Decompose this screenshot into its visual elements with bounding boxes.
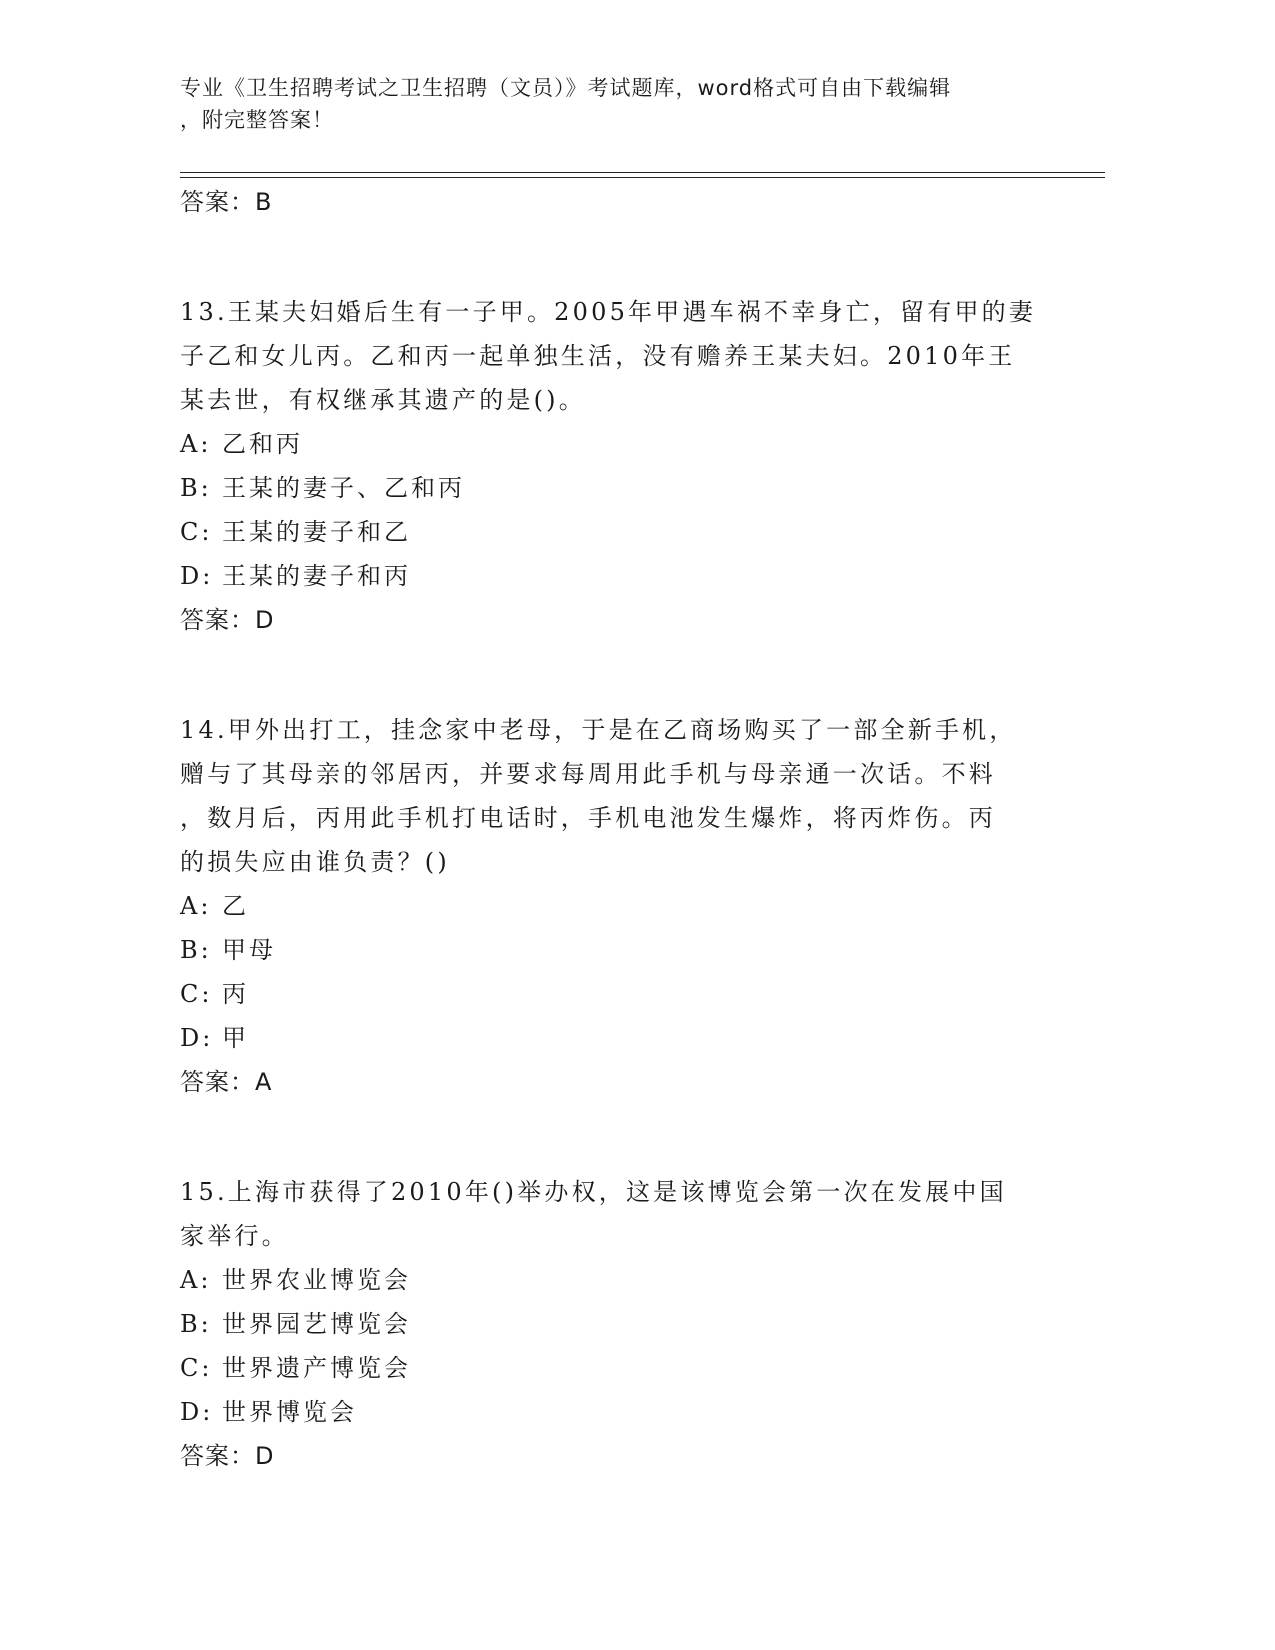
header-line-1: 专业《卫生招聘考试之卫生招聘（文员）》考试题库，word格式可自由下载编辑: [180, 76, 952, 100]
option-key: A:: [180, 430, 212, 458]
question-15-option-b: [180, 1302, 1060, 1346]
header-line-2: ，附完整答案！: [180, 108, 334, 132]
document-header: [180, 72, 1040, 136]
option-text: 乙和丙: [222, 430, 303, 458]
header-rule-bottom: [180, 177, 1105, 178]
question-13-line-2: 子乙和女儿丙。乙和丙一起单独生活，没有赡养王某夫妇。2010年王: [180, 342, 1016, 370]
question-15-option-a: [180, 1258, 1060, 1302]
question-14: [180, 708, 1060, 1104]
option-key: C:: [180, 980, 213, 1008]
option-text: 世界园艺博览会: [222, 1310, 411, 1338]
question-15: [180, 1170, 1060, 1478]
spacer: [180, 642, 1060, 708]
option-key: C:: [180, 518, 213, 546]
question-13-line-3: 某去世，有权继承其遗产的是()。: [180, 386, 586, 414]
question-list: [180, 180, 1060, 1478]
option-text: 乙: [222, 892, 249, 920]
question-15-answer: 答案：D: [180, 1442, 275, 1470]
question-13-option-a: [180, 422, 1060, 466]
question-15-option-c: [180, 1346, 1060, 1390]
question-15-line-1: 15.上海市获得了2010年()举办权，这是该博览会第一次在发展中国: [180, 1178, 1007, 1206]
question-13-option-b: [180, 466, 1060, 510]
question-13: [180, 290, 1060, 642]
option-key: A:: [180, 892, 212, 920]
option-text: 王某的妻子和丙: [222, 562, 411, 590]
header-rule-top: [180, 172, 1105, 173]
spacer: [180, 1104, 1060, 1170]
option-key: B:: [180, 1310, 212, 1338]
question-14-option-d: [180, 1016, 1060, 1060]
question-15-option-d: [180, 1390, 1060, 1434]
question-14-option-b: [180, 928, 1060, 972]
option-key: D:: [180, 1024, 214, 1052]
question-14-line-2: 赠与了其母亲的邻居丙，并要求每周用此手机与母亲通一次话。不料: [180, 760, 996, 788]
question-13-option-c: [180, 510, 1060, 554]
question-14-line-1: 14.甲外出打工，挂念家中老母，于是在乙商场购买了一部全新手机，: [180, 716, 1017, 744]
question-14-option-a: [180, 884, 1060, 928]
option-text: 世界博览会: [222, 1398, 357, 1426]
question-15-line-2: 家举行。: [180, 1222, 289, 1250]
question-14-line-3: ，数月后，丙用此手机打电话时，手机电池发生爆炸，将丙炸伤。丙: [180, 804, 996, 832]
question-14-option-c: [180, 972, 1060, 1016]
question-13-line-1: 13.王某夫妇婚后生有一子甲。2005年甲遇车祸不幸身亡，留有甲的妻: [180, 298, 1037, 326]
spacer: [180, 224, 1060, 290]
option-key: B:: [180, 474, 212, 502]
option-text: 王某的妻子、乙和丙: [222, 474, 465, 502]
option-key: D:: [180, 562, 214, 590]
option-key: D:: [180, 1398, 214, 1426]
option-key: B:: [180, 936, 212, 964]
option-key: C:: [180, 1354, 213, 1382]
option-text: 世界遗产博览会: [222, 1354, 411, 1382]
question-13-answer: 答案：D: [180, 606, 275, 634]
question-14-answer: 答案：A: [180, 1068, 273, 1096]
option-text: 王某的妻子和乙: [222, 518, 411, 546]
option-text: 丙: [222, 980, 249, 1008]
question-13-option-d: [180, 554, 1060, 598]
option-text: 甲: [222, 1024, 249, 1052]
previous-answer: 答案：B: [180, 188, 273, 216]
option-key: A:: [180, 1266, 212, 1294]
option-text: 甲母: [222, 936, 276, 964]
option-text: 世界农业博览会: [222, 1266, 411, 1294]
question-14-line-4: 的损失应由谁负责？(): [180, 848, 450, 876]
